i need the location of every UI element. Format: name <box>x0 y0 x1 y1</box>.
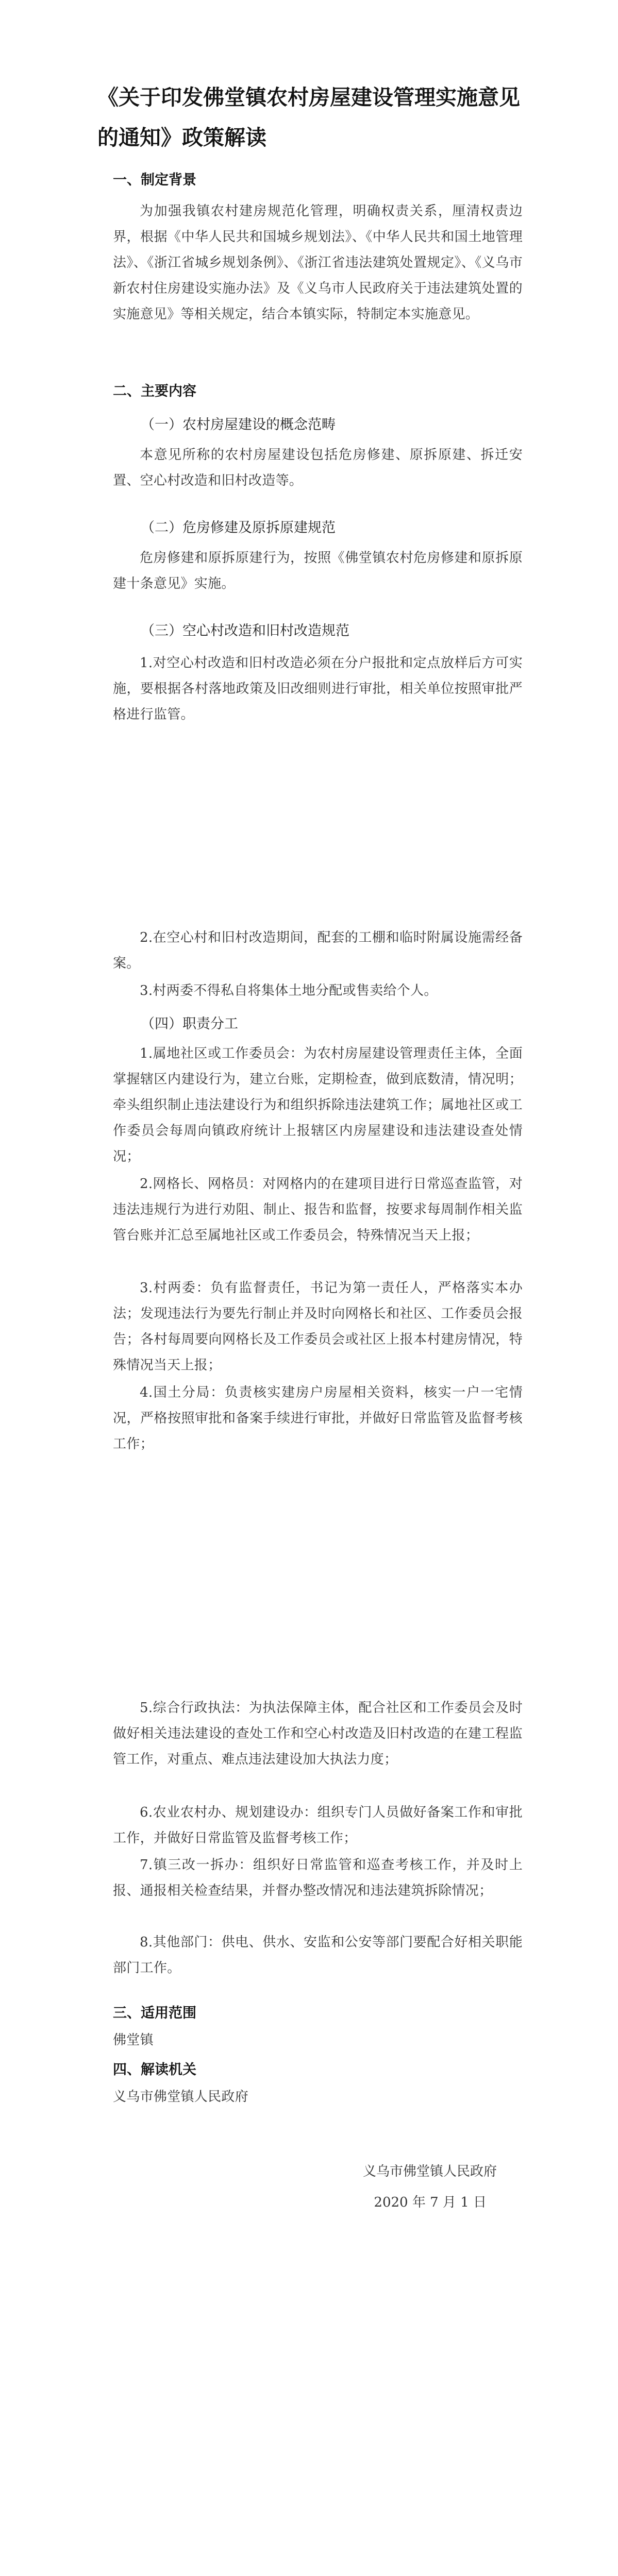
sub4-item-6: 6.农业农村办、规划建设办：组织专门人员做好备案工作和审批工作，并做好日常监管及监督考核工作； <box>113 1805 523 1846</box>
sub4-item-7: 7.镇三改一拆办：组织好日常监管和巡查考核工作，并及时上报、通报相关检查结果，并督办整改情况和违法建筑拆除情况； <box>113 1857 523 1899</box>
sub3-heading: （三）空心村改造和旧村改造规范 <box>141 623 349 639</box>
sub2-text: 危房修建和原拆原建行为，按照《佛堂镇农村危房修建和原拆原建十条意见》实施。 <box>113 550 523 591</box>
section-background-heading: 一、制定背景 <box>113 172 196 188</box>
sub4-item-8: 8.其他部门：供电、供水、安监和公安等部门要配合好相关职能部门工作。 <box>113 1935 523 1976</box>
sub3-item-3: 3.村两委不得私自将集体土地分配或售卖给个人。 <box>140 983 438 998</box>
sub3-item-1: 1.对空心村改造和旧村改造必须在分户报批和定点放样后方可实施，要根据各村落地政策及旧改细则进行审批，相关单位按照审批严格进行监管。 <box>113 655 523 722</box>
sub2-heading: （二）危房修建及原拆原建规范 <box>141 520 336 536</box>
sub3-item-2: 2.在空心村和旧村改造期间，配套的工棚和临时附属设施需经备案。 <box>113 930 523 971</box>
sub1-text: 本意见所称的农村房屋建设包括危房修建、原拆原建、拆迁安置、空心村改造和旧村改造等。 <box>113 447 523 488</box>
section-background-text: 为加强我镇农村建房规范化管理，明确权责关系，厘清权责边界，根据《中华人民共和国城乡规划法》、《中华人民共和国土地管理法》、《浙江省城乡规划条例》、《浙江省违法建筑处置规定》、《义乌市新农村住房建设实施办法》及《义乌市人民政府关于违法建筑处置的实施意见》等相关规定，结合本镇实际，特制定本实施意见。 <box>113 204 523 322</box>
sub4-heading: （四）职责分工 <box>141 1016 238 1032</box>
section-authority-heading: 四、解读机关 <box>113 2062 196 2078</box>
signature-date: 2020 年 7 月 1 日 <box>374 2195 487 2210</box>
section-scope-heading: 三、适用范围 <box>113 2005 196 2021</box>
sub4-item-1: 1.属地社区或工作委员会：为农村房屋建设管理责任主体，全面掌握辖区内建设行为，建立台账，定期检查，做到底数清，情况明；牵头组织制止违法建设行为和组织拆除违法建筑工作；属地社区或工作委员会每周向镇政府统计上报辖区内房屋建设和违法建设查处情况； <box>113 1046 523 1164</box>
section-content-heading: 二、主要内容 <box>113 383 196 399</box>
sub4-item-5: 5.综合行政执法：为执法保障主体，配合社区和工作委员会及时做好相关违法建设的查处工作和空心村改造及旧村改造的在建工程监管工作，对重点、难点违法建设加大执法力度； <box>113 1700 523 1767</box>
sub4-item-2: 2.网格长、网格员：对网格内的在建项目进行日常巡查监管，对违法违规行为进行劝阻、制止、报告和监督，按要求每周制作相关监管台账并汇总至属地社区或工作委员会，特殊情况当天上报； <box>113 1176 523 1243</box>
section-scope-text: 佛堂镇 <box>113 2032 154 2048</box>
signature-org: 义乌市佛堂镇人民政府 <box>362 2164 497 2179</box>
document-title: 《关于印发佛堂镇农村房屋建设管理实施意见的通知》政策解读 <box>97 85 520 150</box>
sub1-heading: （一）农村房屋建设的概念范畴 <box>141 417 336 433</box>
sub4-item-4: 4.国土分局：负责核实建房户房屋相关资料，核实一户一宅情况，严格按照审批和备案手续进行审批，并做好日常监管及监督考核工作； <box>113 1385 523 1452</box>
sub4-item-3: 3.村两委：负有监督责任，书记为第一责任人，严格落实本办法；发现违法行为要先行制止并及时向网格长和社区、工作委员会报告；各村每周要向网格长及工作委员会或社区上报本村建房情况，特殊情况当天上报； <box>113 1280 523 1373</box>
section-authority-text: 义乌市佛堂镇人民政府 <box>113 2089 249 2105</box>
